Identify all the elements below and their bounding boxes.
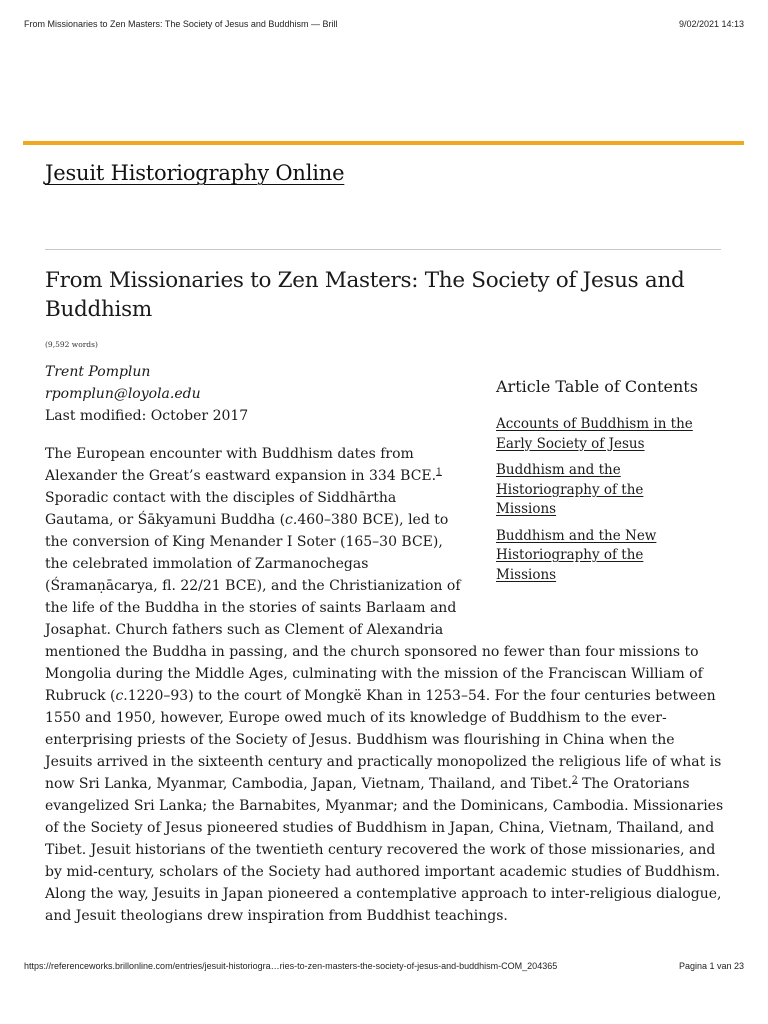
print-header-datetime: 9/02/2021 14:13 bbox=[678, 19, 744, 29]
article-toc bbox=[496, 377, 706, 592]
last-modified: Last modified: October 2017 bbox=[45, 408, 249, 424]
body-text-segment: Sporadic contact with the disciples of Siddhārtha Gautama, or Śākyamuni Buddha ( bbox=[45, 490, 397, 528]
accent-bar bbox=[23, 141, 744, 145]
body-paragraph-start bbox=[45, 443, 465, 641]
body-text-segment: The Oratorians evangelized Sri Lanka; the Barnabites, Myanmar; and the Dominicans, Cambodia. Missionaries of the Society of Jesus pioneered studies of Buddhism in Japan, China, Vietnam, Thailand, and Tibet. Jesuit historians of the twentieth century recovered the work of those missionaries, and by mid-century, scholars of the Society had authored important academic studies of Buddhism. Along the way, Jesuits in Japan pioneered a contemplative approach to inter-religious dialogue, and Jesuit theologians drew inspiration from Buddhist teachings. bbox=[45, 776, 724, 924]
body-text-segment: The European encounter with Buddhism dates from Alexander the Great’s eastward expansion in 334 BCE. bbox=[45, 446, 437, 484]
circa-abbrev: c. bbox=[285, 512, 298, 528]
article-title: From Missionaries to Zen Masters: The Society of Jesus and Buddhism bbox=[45, 268, 685, 322]
toc-link-historiography[interactable]: Buddhism and the Historiography of the Missions bbox=[496, 462, 644, 517]
print-footer-url: https://referenceworks.brillonline.com/entries/jesuit-historiogra…ries-to-zen-masters-the-society-of-jesus-and-buddhism-COM_204365 bbox=[24, 961, 558, 971]
byline bbox=[45, 361, 248, 427]
author-name: Trent Pomplun bbox=[45, 364, 151, 380]
body-paragraph-continued bbox=[45, 641, 725, 927]
print-header-title: From Missionaries to Zen Masters: The Society of Jesus and Buddhism — Brill bbox=[24, 19, 338, 29]
header-divider bbox=[45, 249, 721, 250]
body-text-segment: 460–380 BCE), led to the conversion of King Menander I Soter (165–30 BCE), the celebrated immolation of Zarmanochegas (Śramaṇācarya, fl. 22/21 BCE), and the Christianization of the life of the Buddha in the stories of saints Barlaam and Josaphat. Church fathers such as Clement of Alexandria bbox=[45, 512, 461, 638]
print-header bbox=[24, 19, 744, 33]
footnote-link-2[interactable]: 2 bbox=[571, 775, 578, 786]
toc-link-new-historiography[interactable]: Buddhism and the New Historiography of the Missions bbox=[496, 527, 657, 583]
body-text-segment: mentioned the Buddha in passing, and the church sponsored no fewer than four missions to Mongolia during the Middle Ages, culminating with the mission of the Franciscan William of Rubruck ( bbox=[45, 644, 703, 704]
toc-heading: Article Table of Contents bbox=[496, 377, 698, 396]
body-text-segment: 1220–93) to the court of Mongkë Khan in 1253–54. For the four centuries between 1550 and 1950, however, Europe owed much of its knowledge of Buddhism to the ever-enterprising priests of the Society of Jesus. Buddhism was flourishing in China when the Jesuits arrived in the sixteenth century and practically monopolized the religious life of what is now Sri Lanka, Myanmar, Cambodia, Japan, Vietnam, Thailand, and Tibet. bbox=[45, 688, 722, 792]
site-title-link[interactable]: Jesuit Historiography Online bbox=[45, 161, 345, 185]
footnote-link-1[interactable]: 1 bbox=[436, 467, 442, 478]
circa-abbrev: c. bbox=[115, 688, 128, 704]
word-count: (9,592 words) bbox=[45, 340, 98, 349]
author-email: rpomplun@loyola.edu bbox=[45, 386, 201, 402]
print-footer bbox=[24, 961, 744, 975]
print-footer-page: Pagina 1 van 23 bbox=[678, 961, 744, 971]
toc-link-early-society[interactable]: Accounts of Buddhism in the Early Society of Jesus bbox=[496, 416, 693, 452]
